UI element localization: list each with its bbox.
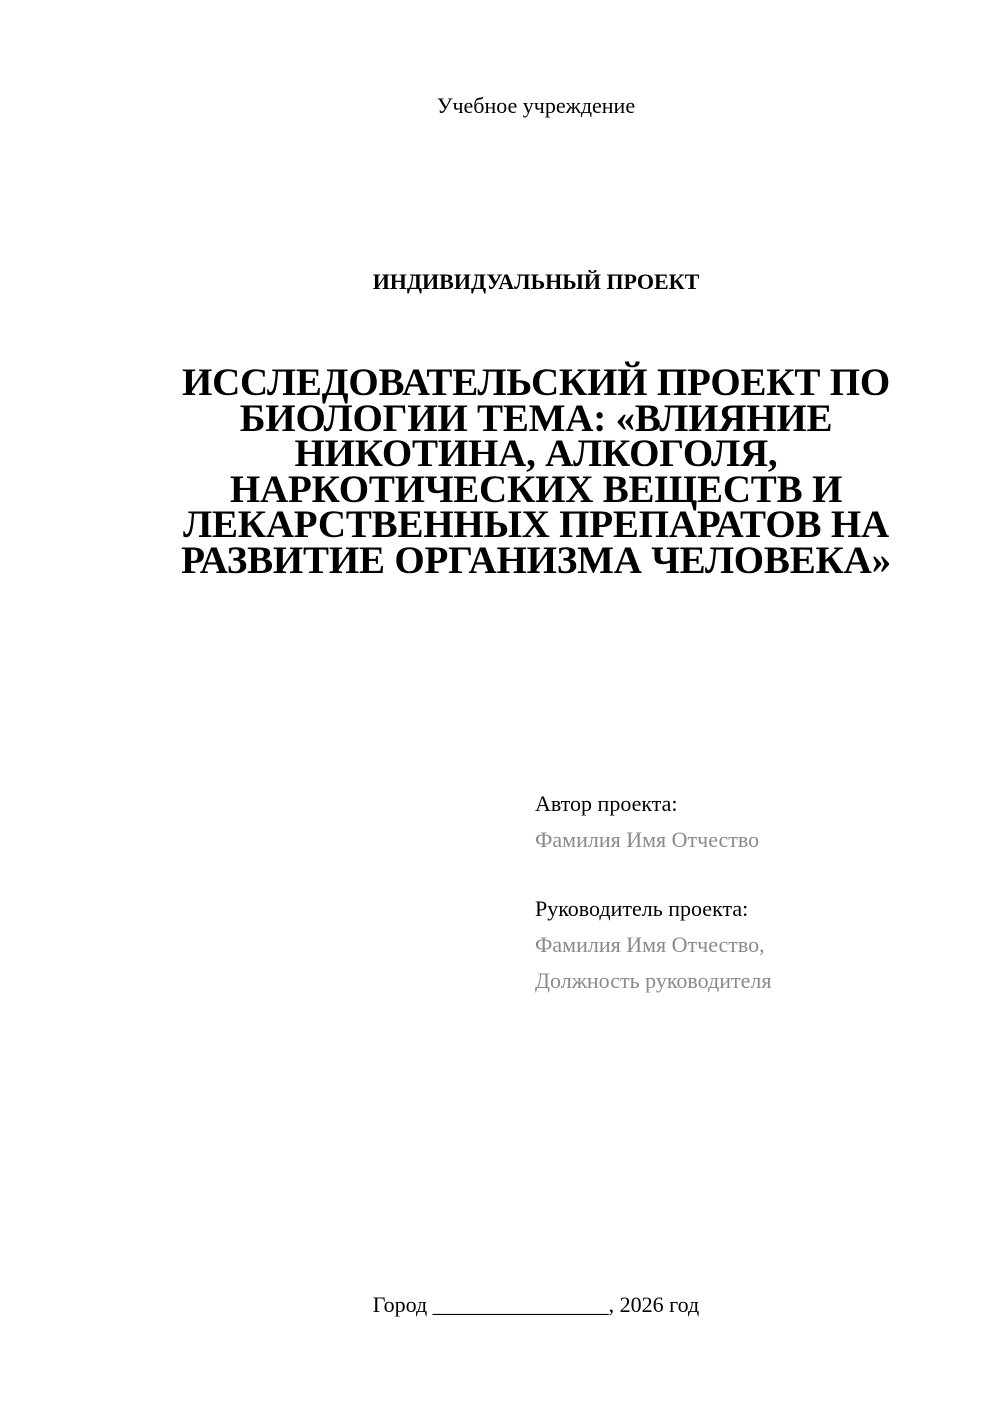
supervisor-position: Должность руководителя xyxy=(535,968,772,993)
project-title xyxy=(160,361,912,582)
spacer xyxy=(535,858,975,891)
document-type: ИНДИВИДУАЛЬНЫЙ ПРОЕКТ xyxy=(372,269,700,294)
author-label: Автор проекта: xyxy=(535,791,678,816)
authors-block xyxy=(535,786,975,999)
title-line: БИОЛОГИИ ТЕМА: «ВЛИЯНИЕ xyxy=(239,396,833,440)
institution-name: Учебное учреждение xyxy=(436,93,636,118)
year-text: , 2026 год xyxy=(608,1292,700,1317)
title-line: РАЗВИТИЕ ОРГАНИЗМА ЧЕЛОВЕКА» xyxy=(181,538,891,582)
supervisor-name: Фамилия Имя Отчество, xyxy=(535,932,765,957)
city-label: Город xyxy=(372,1292,428,1317)
title-line: НАРКОТИЧЕСКИХ ВЕЩЕСТВ И xyxy=(229,467,843,511)
city-blank: ________________ xyxy=(432,1292,609,1317)
author-name: Фамилия Имя Отчество xyxy=(535,827,760,852)
title-line: НИКОТИНА, АЛКОГОЛЯ, xyxy=(294,432,778,475)
title-line: ИССЛЕДОВАТЕЛЬСКИЙ ПРОЕКТ ПО xyxy=(181,361,891,404)
supervisor-label: Руководитель проекта: xyxy=(535,896,749,921)
city-year-line xyxy=(0,1290,1000,1320)
title-line: ЛЕКАРСТВЕННЫХ ПРЕПАРАТОВ НА xyxy=(183,503,889,546)
